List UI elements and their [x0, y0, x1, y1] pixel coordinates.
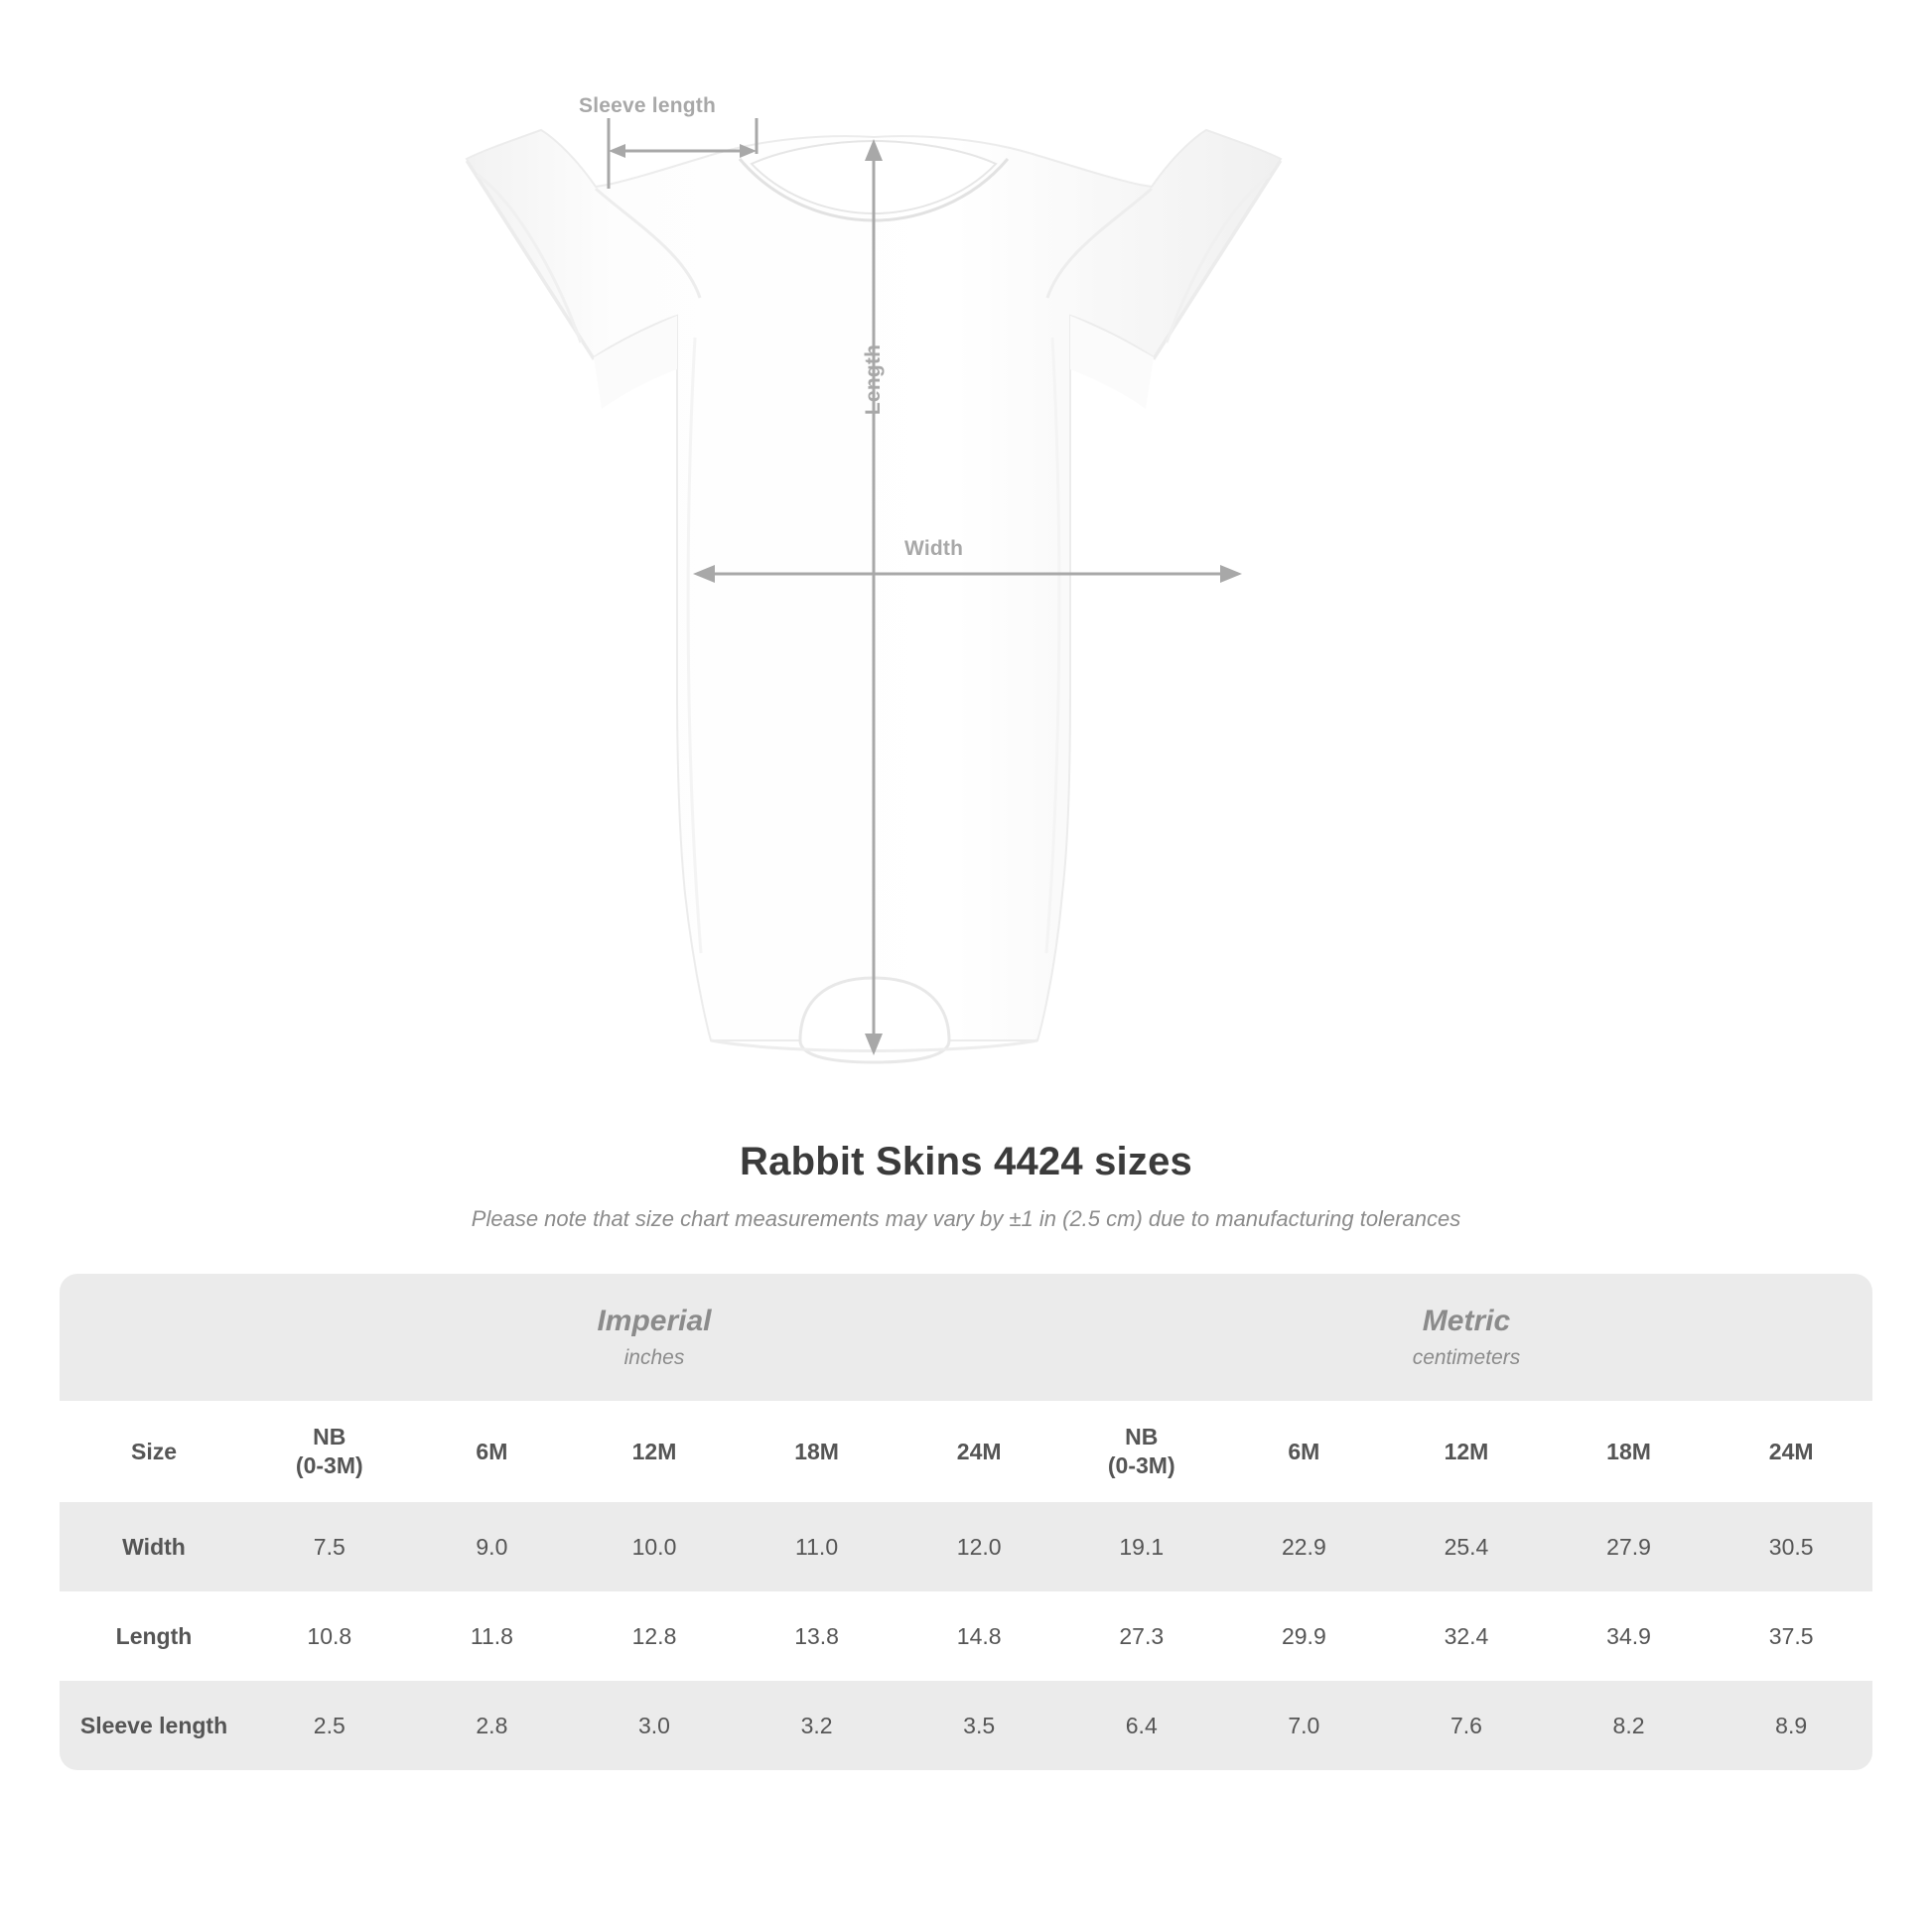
sleeve-length-label: Sleeve length: [579, 94, 716, 117]
cell-width-6: 22.9: [1223, 1502, 1386, 1591]
cell-length-8: 34.9: [1548, 1591, 1711, 1681]
cell-length-2: 12.8: [573, 1591, 736, 1681]
unit-header-row: [60, 1274, 1872, 1401]
title-block: [0, 1140, 1932, 1232]
cell-length-3: 13.8: [736, 1591, 898, 1681]
table-row: [60, 1681, 1872, 1770]
header-col-0: [248, 1401, 411, 1502]
unit-spacer-cell: [60, 1274, 248, 1401]
cell-sleeve-3: 3.2: [736, 1681, 898, 1770]
cell-sleeve-2: 3.0: [573, 1681, 736, 1770]
row-label-width: Width: [60, 1502, 248, 1591]
cell-length-1: 11.8: [411, 1591, 574, 1681]
header-col-1: 6M: [411, 1401, 574, 1502]
width-label: Width: [904, 537, 964, 560]
header-col-5: [1060, 1401, 1223, 1502]
cell-sleeve-9: 8.9: [1710, 1681, 1872, 1770]
cell-sleeve-1: 2.8: [411, 1681, 574, 1770]
cell-width-7: 25.4: [1385, 1502, 1548, 1591]
header-col-0-label: NB: [313, 1424, 346, 1450]
header-col-6: 6M: [1223, 1401, 1386, 1502]
header-col-2: 12M: [573, 1401, 736, 1502]
header-col-7: 12M: [1385, 1401, 1548, 1502]
cell-length-6: 29.9: [1223, 1591, 1386, 1681]
cell-sleeve-4: 3.5: [897, 1681, 1060, 1770]
header-col-3: 18M: [736, 1401, 898, 1502]
table-row: [60, 1591, 1872, 1681]
row-label-length: Length: [60, 1591, 248, 1681]
cell-sleeve-5: 6.4: [1060, 1681, 1223, 1770]
header-col-5-label: NB: [1125, 1424, 1159, 1450]
cell-sleeve-7: 7.6: [1385, 1681, 1548, 1770]
cell-sleeve-6: 7.0: [1223, 1681, 1386, 1770]
cell-width-3: 11.0: [736, 1502, 898, 1591]
row-label-sleeve-length: Sleeve length: [60, 1681, 248, 1770]
cell-length-7: 32.4: [1385, 1591, 1548, 1681]
unit-group-metric: [1060, 1274, 1872, 1401]
cell-width-1: 9.0: [411, 1502, 574, 1591]
cell-length-4: 14.8: [897, 1591, 1060, 1681]
cell-length-0: 10.8: [248, 1591, 411, 1681]
header-size: Size: [60, 1401, 248, 1502]
unit-group-imperial: [248, 1274, 1060, 1401]
cell-sleeve-8: 8.2: [1548, 1681, 1711, 1770]
unit-metric-name: Metric: [1422, 1305, 1511, 1337]
cell-width-0: 7.5: [248, 1502, 411, 1591]
tolerance-note: Please note that size chart measurements may vary by ±1 in (2.5 cm) due to manufacturing tolerances: [471, 1206, 1461, 1231]
table-row: [60, 1502, 1872, 1591]
unit-imperial-name: Imperial: [597, 1305, 712, 1337]
cell-width-2: 10.0: [573, 1502, 736, 1591]
header-col-8: 18M: [1548, 1401, 1711, 1502]
cell-width-4: 12.0: [897, 1502, 1060, 1591]
unit-metric-sub: centimeters: [1412, 1346, 1521, 1369]
column-header-row: [60, 1401, 1872, 1502]
header-col-5-sub: (0-3M): [1107, 1452, 1175, 1478]
header-col-0-sub: (0-3M): [295, 1452, 363, 1478]
header-col-9: 24M: [1710, 1401, 1872, 1502]
cell-width-8: 27.9: [1548, 1502, 1711, 1591]
length-label: Length: [862, 344, 885, 415]
cell-sleeve-0: 2.5: [248, 1681, 411, 1770]
cell-length-9: 37.5: [1710, 1591, 1872, 1681]
size-table-wrapper: [60, 1274, 1872, 1770]
page-title: Rabbit Skins 4424 sizes: [740, 1140, 1192, 1183]
size-table: [60, 1274, 1872, 1770]
header-col-4: 24M: [897, 1401, 1060, 1502]
cell-width-9: 30.5: [1710, 1502, 1872, 1591]
cell-length-5: 27.3: [1060, 1591, 1223, 1681]
cell-width-5: 19.1: [1060, 1502, 1223, 1591]
unit-imperial-sub: inches: [623, 1346, 685, 1369]
